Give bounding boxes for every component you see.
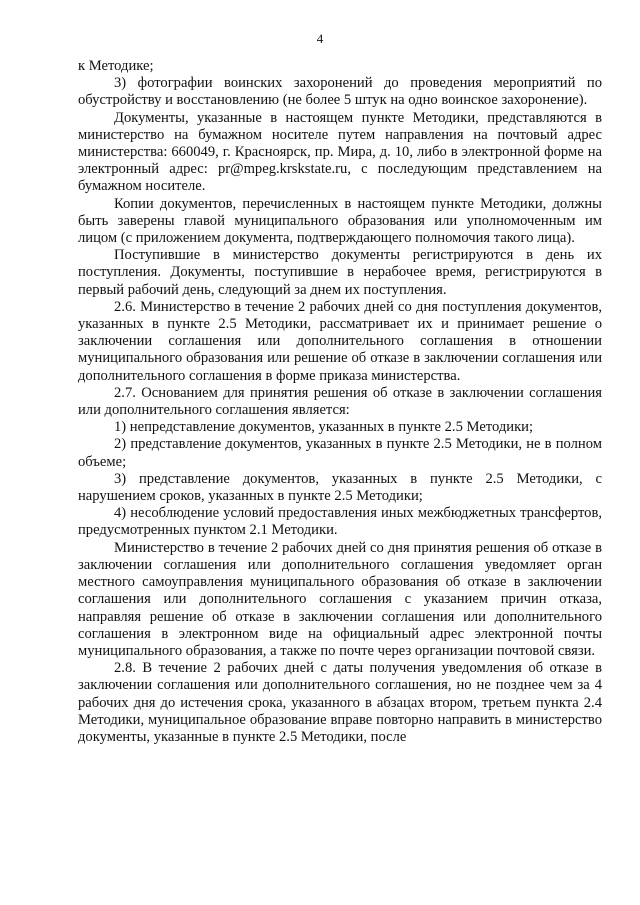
paragraph-registration: Поступившие в министерство документы регистрируются в день их поступления. Документы, поступившие в нерабочее время, регистрируются в первый рабочий день, следующий за днем их поступления.: [78, 247, 602, 298]
page-number: 4: [316, 31, 324, 46]
paragraph-copies-certification: Копии документов, перечисленных в настоящем пункте Методики, должны быть заверены главой муниципального образования или уполномоченным им лицом (с приложением документа, подтверждающего полномочия такого лица).: [78, 195, 602, 247]
paragraph-submission-address: Документы, указанные в настоящем пункте Методики, представляются в министерство на бумажном носителе путем направления на почтовый адрес министерства: 660049, г. Красноярск, пр. Мира, д. 10, либо в электронной форме на электронный адрес: pr@mpeg.krskstate.ru, с последующим представлением на бумажном носителе.: [78, 109, 602, 195]
paragraph-section-2-8: 2.8. В течение 2 рабочих дней с даты получения уведомления об отказе в заключении соглашения или дополнительного соглашения, но не позднее чем за 4 рабочих дня до истечения срока, указанного в абзацах втором, третьем пункта 2.4 Методики, муниципальное образование вправе повторно направить в министерство документы, указанные в пункте 2.5 Методики, после: [78, 660, 602, 745]
paragraph-section-2-7: 2.7. Основанием для принятия решения об отказе в заключении соглашения или дополнительного соглашения является:: [78, 384, 602, 419]
paragraph-refusal-notification: Министерство в течение 2 рабочих дней со дня принятия решения об отказе в заключении соглашения или дополнительного соглашения уведомляет орган местного самоуправления муниципального образования об отказе в заключении соглашения или дополнительного соглашения с указанием причин отказа, направляя решение об отказе в заключении соглашения или дополнительного соглашения в электронном виде на официальный адрес электронной почты муниципального образования, а также по почте через организации почтовой связи.: [78, 539, 602, 659]
paragraph-section-2-6: 2.6. Министерство в течение 2 рабочих дней со дня поступления документов, указанных в пункте 2.5 Методики, рассматривает их и принимает решение о заключении соглашения или дополнительного соглашения в отношении муниципального образования или решение об отказе в заключении соглашения или дополнительного соглашения в форме приказа министерства.: [78, 298, 602, 384]
document-body: [78, 58, 602, 746]
paragraph-refusal-reason-4: 4) несоблюдение условий предоставления иных межбюджетных трансфертов, предусмотренных пунктом 2.1 Методики.: [78, 505, 602, 539]
paragraph-refusal-reason-3: 3) представление документов, указанных в пункте 2.5 Методики, с нарушением сроков, указанных в пункте 2.5 Методики;: [78, 470, 602, 505]
paragraph-refusal-reason-2: 2) представление документов, указанных в пункте 2.5 Методики, не в полном объеме;: [78, 436, 602, 470]
paragraph-item-3-photos: 3) фотографии воинских захоронений до проведения мероприятий по обустройству и восстановлению (не более 5 штук на одно воинское захоронение).: [78, 75, 602, 109]
paragraph-continuation: к Методике;: [78, 58, 154, 74]
paragraph-refusal-reason-1: 1) непредставление документов, указанных в пункте 2.5 Методики;: [114, 419, 534, 436]
